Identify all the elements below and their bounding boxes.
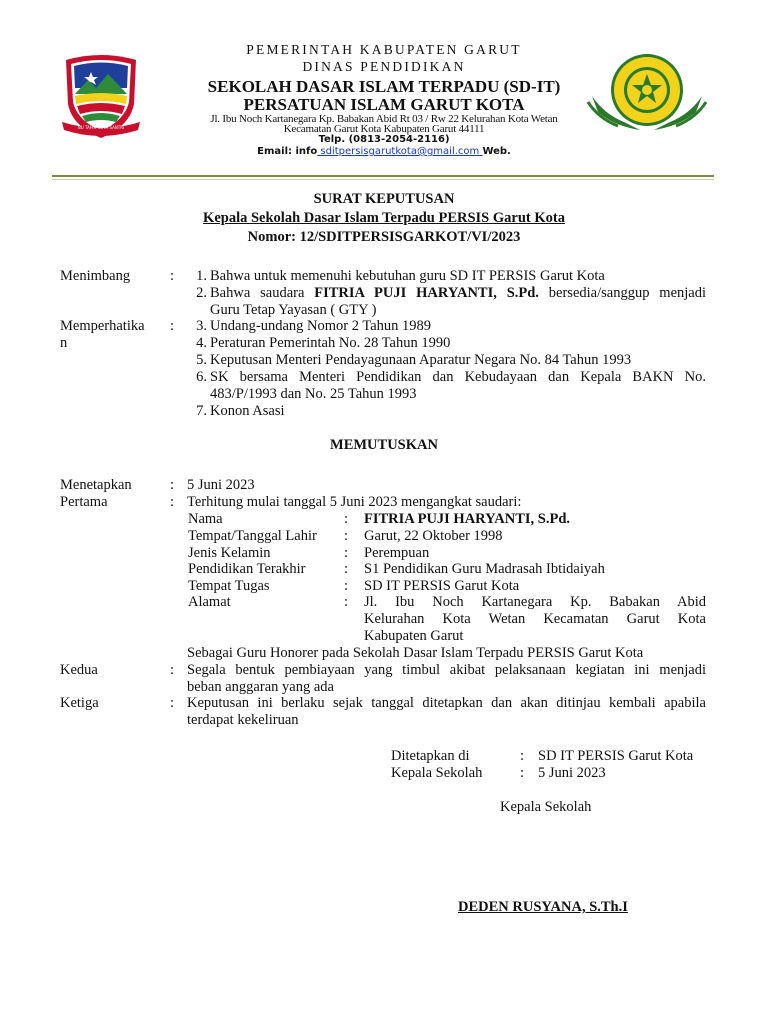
document-number: Nomor: 12/SDITPERSISGARKOT/VI/2023: [247, 229, 521, 245]
document-title: SURAT KEPUTUSAN: [313, 191, 455, 207]
teacher-name-inline: FITRIA PUJI HARYANTI, S.Pd.: [314, 285, 539, 301]
list-item: Keputusan Menteri Pendayagunaan Aparatur Negara No. 84 Tahun 1993: [210, 352, 632, 368]
pertama-label: Pertama: [60, 494, 108, 510]
list-item-post: bersedia/sanggup menjadi: [538, 285, 707, 301]
field-value-education: S1 Pendidikan Guru Madrasah Ibtidaiyah: [364, 561, 605, 577]
ketiga-text: Keputusan ini berlaku sejak tanggal ditetapkan dan akan ditinjau kembali apabila: [187, 695, 706, 711]
list-number: 7.: [196, 403, 207, 419]
list-number: 5.: [196, 352, 207, 368]
decision-heading: MEMUTUSKAN: [330, 437, 438, 453]
field-value-workplace: SD IT PERSIS Garut Kota: [364, 578, 520, 594]
kedua-label: Kedua: [60, 662, 98, 678]
kepala-date: 5 Juni 2023: [538, 765, 606, 781]
header-divider-shadow: [52, 179, 714, 180]
field-label-address: Alamat: [188, 594, 231, 610]
list-item-continuation: 483/P/1993 dan No. 25 Tahun 1993: [210, 386, 417, 402]
ditetapkan-label: Ditetapkan di: [391, 748, 470, 764]
email-line: [0, 146, 768, 157]
field-colon: :: [344, 528, 349, 544]
field-value-address-cont: Kelurahan Kota Wetan Kecamatan Garut Kota: [364, 611, 706, 627]
pertama-intro: Terhitung mulai tanggal 5 Juni 2023 mengangkat saudari:: [187, 494, 522, 510]
list-number: 1.: [196, 268, 207, 284]
field-label-ttl: Tempat/Tanggal Lahir: [188, 528, 317, 544]
list-item: Bahwa untuk memenuhi kebutuhan guru SD IT PERSIS Garut Kota: [210, 268, 605, 284]
field-colon: :: [344, 578, 349, 594]
kepala-label: Kepala Sekolah: [391, 765, 483, 781]
list-number: 4.: [196, 335, 207, 351]
memperhatikan-label: Memperhatika: [60, 318, 145, 334]
kedua-text-cont: beban anggaran yang ada: [187, 679, 334, 695]
field-colon: :: [344, 511, 349, 527]
telephone: Telp. (0813-2054-2116): [318, 134, 450, 145]
department-header: DINAS PENDIDIKAN: [302, 59, 466, 74]
field-colon: :: [344, 545, 349, 561]
kedua-text: Segala bentuk pembiayaan yang timbul akibat pelaksanaan kegiatan ini menjadi: [187, 662, 706, 678]
field-value-nama: FITRIA PUJI HARYANTI, S.Pd.: [364, 511, 571, 527]
government-header: PEMERINTAH KABUPATEN GARUT: [246, 42, 522, 57]
field-label-workplace: Tempat Tugas: [188, 578, 270, 594]
menimbang-label: Menimbang: [60, 268, 131, 284]
signature-colon: :: [520, 765, 525, 781]
menetapkan-label: Menetapkan: [60, 477, 132, 493]
signature-colon: :: [520, 748, 525, 764]
list-item: Konon Asasi: [210, 403, 285, 419]
list-item: Peraturan Pemerintah No. 28 Tahun 1990: [210, 335, 451, 351]
pertama-closing: Sebagai Guru Honorer pada Sekolah Dasar Islam Terpadu PERSIS Garut Kota: [187, 645, 644, 661]
list-item-pre: Bahwa saudara: [210, 285, 315, 301]
email-link[interactable]: sditpersisgarutkota@gmail.com: [317, 146, 483, 157]
ketiga-text-cont: terdapat kekeliruan: [187, 712, 299, 728]
school-name-line1: SEKOLAH DASAR ISLAM TERPADU (SD-IT): [207, 77, 561, 96]
field-label-nama: Nama: [188, 511, 223, 527]
header-divider: [52, 175, 714, 177]
field-colon: :: [344, 594, 349, 610]
subtitle-text: Kepala Sekolah Dasar Islam Terpadu PERSIS Garut Kota: [203, 210, 565, 226]
menetapkan-value: 5 Juni 2023: [187, 477, 255, 493]
field-value-address: Jl. Ibu Noch Kartanegara Kp. Babakan Abid: [364, 594, 706, 610]
address-line2: Kecamatan Garut Kota Kabupaten Garut 44111: [283, 123, 485, 135]
field-value-address-cont: Kabupaten Garut: [364, 628, 464, 644]
signatory-name: DEDEN RUSYANA, S.Th.I: [458, 899, 628, 915]
email-suffix: Web.: [482, 146, 511, 157]
list-item: SK bersama Menteri Pendidikan dan Kebudayaan dan Kepala BAKN No.: [210, 369, 706, 385]
ditetapkan-value: SD IT PERSIS Garut Kota: [538, 748, 694, 764]
menetapkan-colon: :: [170, 477, 175, 493]
pertama-colon: :: [170, 494, 175, 510]
list-number: 3.: [196, 318, 207, 334]
field-colon: :: [344, 561, 349, 577]
email-prefix: Email: info: [257, 146, 318, 157]
list-item: [210, 285, 706, 302]
memperhatikan-label-wrap: n: [60, 335, 68, 351]
kedua-colon: :: [170, 662, 175, 678]
list-item: Undang-undang Nomor 2 Tahun 1989: [210, 318, 432, 334]
list-number: 6.: [196, 369, 207, 385]
list-number: 2.: [196, 285, 207, 301]
menimbang-colon: :: [170, 268, 175, 284]
address-line1: Jl. Ibu Noch Kartanegara Kp. Babakan Abid Rt 03 / Rw 22 Kelurahan Kota Wetan: [210, 113, 558, 125]
memperhatikan-colon: :: [170, 318, 175, 334]
ketiga-label: Ketiga: [60, 695, 99, 711]
document-subtitle: [0, 210, 768, 227]
list-item-continuation: Guru Tetap Yayasan ( GTY ): [210, 302, 377, 318]
field-value-ttl: Garut, 22 Oktober 1998: [364, 528, 503, 544]
school-name-line2: PERSATUAN ISLAM GARUT KOTA: [243, 95, 525, 114]
signatory-role: Kepala Sekolah: [500, 799, 592, 815]
ketiga-colon: :: [170, 695, 175, 711]
field-value-gender: Perempuan: [364, 545, 430, 561]
field-label-education: Pendidikan Terakhir: [188, 561, 306, 577]
field-label-gender: Jenis Kelamin: [188, 545, 271, 561]
logo-ribbon-text: NU TAHTI KOTA SANTRI: [77, 125, 125, 130]
